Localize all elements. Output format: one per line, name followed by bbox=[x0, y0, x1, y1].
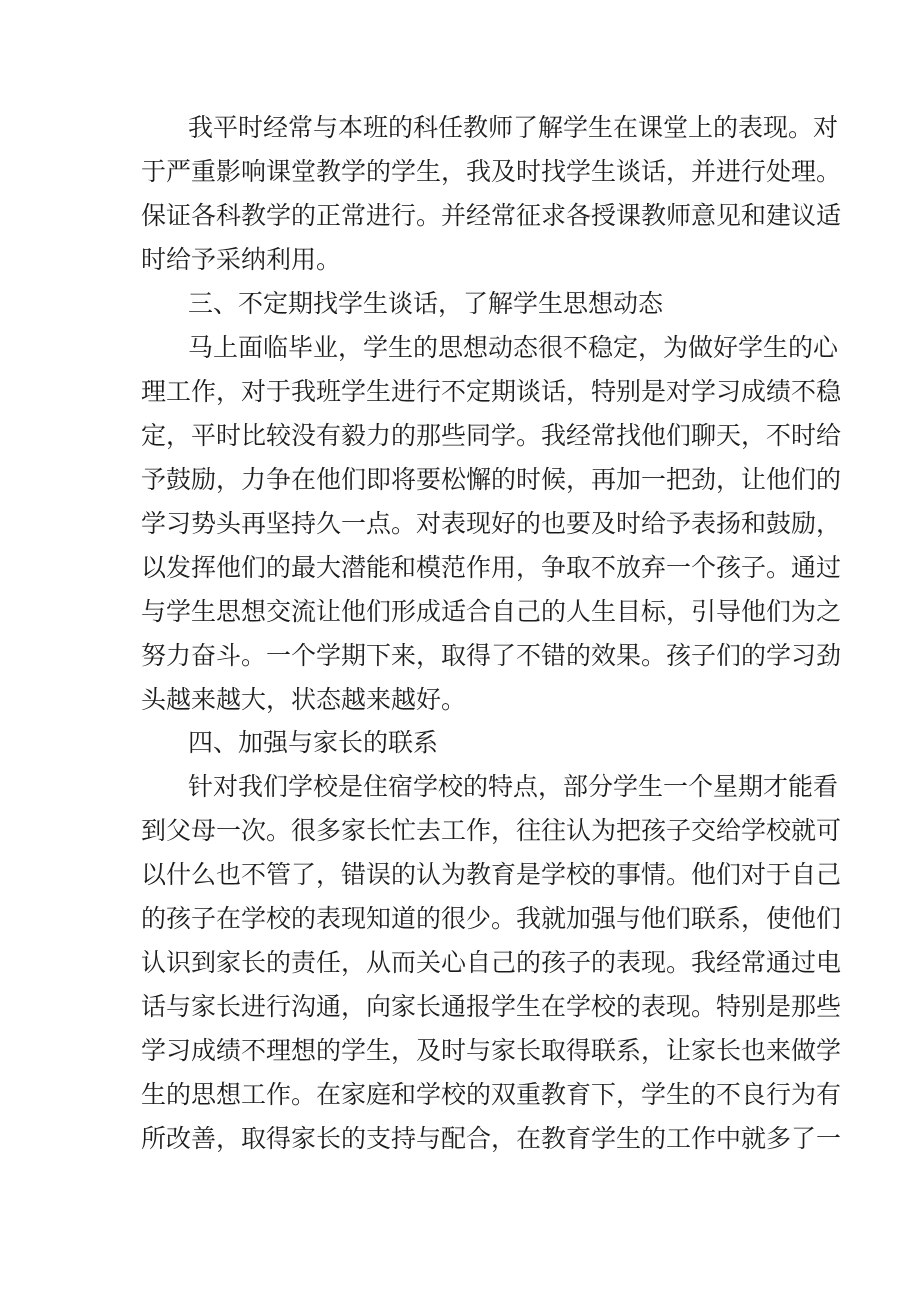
paragraph-line: 话与家长进行沟通，向家长通报学生在学校的表现。特别是那些 bbox=[141, 992, 842, 1021]
paragraph-line: 于严重影响课堂教学的学生，我及时找学生谈话，并进行处理。 bbox=[141, 157, 842, 186]
paragraph-line: 以发挥他们的最大潜能和模范作用，争取不放弃一个孩子。通过 bbox=[141, 553, 842, 582]
paragraph-line: 与学生思想交流让他们形成适合自己的人生目标，引导他们为之 bbox=[141, 597, 842, 626]
paragraph-line: 认识到家长的责任，从而关心自己的孩子的表现。我经常通过电 bbox=[141, 948, 842, 977]
paragraph-line: 努力奋斗。一个学期下来，取得了不错的效果。孩子们的学习劲 bbox=[141, 641, 842, 670]
paragraph-line: 针对我们学校是住宿学校的特点，部分学生一个星期才能看 bbox=[188, 772, 839, 801]
paragraph-line: 生的思想工作。在家庭和学校的双重教育下，学生的不良行为有 bbox=[141, 1080, 842, 1109]
paragraph-line: 保证各科教学的正常进行。并经常征求各授课教师意见和建议适 bbox=[141, 201, 842, 230]
paragraph-line: 所改善，取得家长的支持与配合，在教育学生的工作中就多了一 bbox=[141, 1124, 842, 1153]
section-heading: 三、不定期找学生谈话，了解学生思想动态 bbox=[188, 289, 664, 318]
paragraph-line: 理工作，对于我班学生进行不定期谈话，特别是对学习成绩不稳 bbox=[141, 377, 842, 406]
paragraph-line: 予鼓励，力争在他们即将要松懈的时候，再加一把劲，让他们的 bbox=[141, 465, 842, 494]
paragraph-line: 以什么也不管了，错误的认为教育是学校的事情。他们对于自己 bbox=[141, 860, 842, 889]
paragraph-line: 头越来越大，状态越来越好。 bbox=[141, 685, 467, 714]
paragraph-line: 的孩子在学校的表现知道的很少。我就加强与他们联系，使他们 bbox=[141, 904, 842, 933]
section-heading: 四、加强与家长的联系 bbox=[188, 728, 439, 757]
paragraph-line: 马上面临毕业，学生的思想动态很不稳定，为做好学生的心 bbox=[188, 333, 839, 362]
paragraph-line: 我平时经常与本班的科任教师了解学生在课堂上的表现。对 bbox=[188, 113, 839, 142]
paragraph-line: 定，平时比较没有毅力的那些同学。我经常找他们聊天，不时给 bbox=[141, 421, 842, 450]
paragraph-line: 时给予采纳利用。 bbox=[141, 245, 342, 274]
paragraph-line: 学习势头再坚持久一点。对表现好的也要及时给予表扬和鼓励， bbox=[141, 509, 842, 538]
paragraph-line: 学习成绩不理想的学生，及时与家长取得联系，让家长也来做学 bbox=[141, 1036, 842, 1065]
paragraph-line: 到父母一次。很多家长忙去工作，往往认为把孩子交给学校就可 bbox=[141, 816, 842, 845]
